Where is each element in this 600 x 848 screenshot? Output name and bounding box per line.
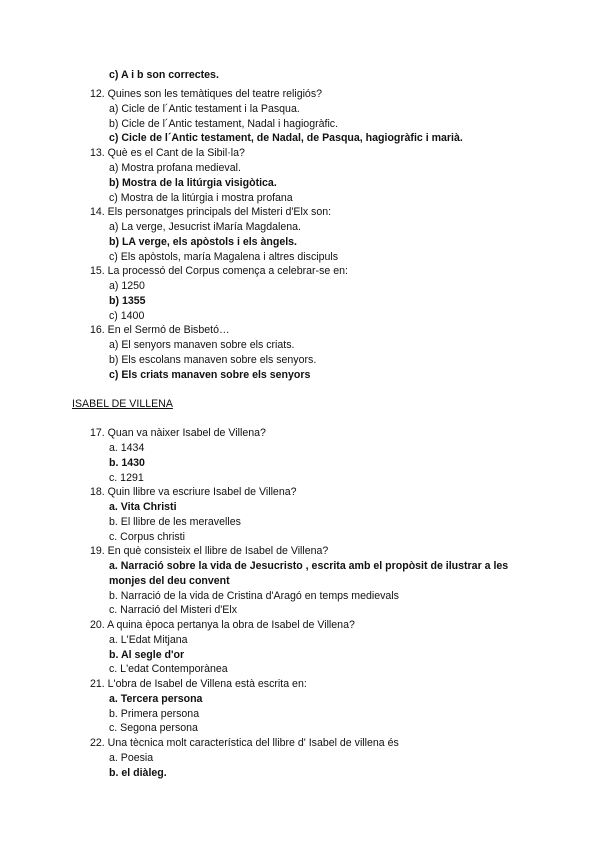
option-17b: b. 1430: [109, 457, 145, 469]
option-12b: b) Cicle de l´Antic testament, Nadal i hagiogràfic.: [109, 118, 339, 130]
question-19: 19. En què consisteix el llibre de Isabel de Villena?: [90, 545, 329, 557]
question-16: 16. En el Sermó de Bisbetó…: [90, 324, 230, 336]
option-18b: b. El llibre de les meravelles: [109, 516, 241, 528]
question-21: 21. L'obra de Isabel de Villena està escrita en:: [90, 678, 307, 690]
option-18c: c. Corpus christi: [109, 531, 185, 543]
option-17a: a. 1434: [109, 442, 145, 454]
option-18a: a. Vita Christi: [109, 501, 177, 513]
option-20c: c. L'edat Contemporànea: [109, 663, 228, 675]
option-12a: a) Cicle de l´Antic testament i la Pasqua.: [109, 103, 300, 115]
option-14a: a) La verge, Jesucrist iMaría Magdalena.: [109, 221, 301, 233]
option-16c: c) Els criats manaven sobre els senyors: [109, 369, 311, 381]
option-13a: a) Mostra profana medieval.: [109, 162, 241, 174]
option-13c: c) Mostra de la litúrgia i mostra profana: [109, 192, 293, 204]
question-13: 13. Què es el Cant de la Sibil·la?: [90, 147, 245, 159]
option-16a: a) El senyors manaven sobre els criats.: [109, 339, 295, 351]
option-21a: a. Tercera persona: [109, 693, 203, 705]
option-16b: b) Els escolans manaven sobre els senyors.: [109, 354, 317, 366]
option-17c: c. 1291: [109, 472, 144, 484]
answer-11c: c) A i b son correctes.: [109, 69, 219, 81]
option-14c: c) Els apòstols, maría Magalena i altres discipuls: [109, 251, 339, 263]
option-20b: b. Al segle d'or: [109, 649, 185, 661]
option-19a-continued: monjes del deu convent: [109, 575, 230, 587]
question-17: 17. Quan va nàixer Isabel de Villena?: [90, 427, 266, 439]
option-21c: c. Segona persona: [109, 722, 198, 734]
option-15c: c) 1400: [109, 310, 145, 322]
option-19b: b. Narració de la vida de Cristina d'Aragó en temps medievals: [109, 590, 399, 602]
option-22a: a. Poesia: [109, 752, 154, 764]
option-12c: c) Cicle de l´Antic testament, de Nadal, de Pasqua, hagiogràfic i marià.: [109, 132, 463, 144]
option-22b: b. el diàleg.: [109, 767, 167, 779]
question-12: 12. Quines son les temàtiques del teatre religiós?: [90, 88, 323, 100]
option-15a: a) 1250: [109, 280, 145, 292]
option-20a: a. L'Edat Mitjana: [109, 634, 188, 646]
question-15: 15. La processó del Corpus comença a celebrar-se en:: [90, 265, 348, 277]
option-13b: b) Mostra de la litúrgia visigòtica.: [109, 177, 277, 189]
question-20: 20. A quina època pertanya la obra de Isabel de Villena?: [90, 619, 355, 631]
option-19c: c. Narració del Misteri d'Elx: [109, 604, 238, 616]
option-21b: b. Primera persona: [109, 708, 200, 720]
section-heading: ISABEL DE VILLENA: [72, 398, 173, 410]
question-22: 22. Una tècnica molt característica del llibre d' Isabel de villena és: [90, 737, 399, 749]
option-15b: b) 1355: [109, 295, 146, 307]
question-14: 14. Els personatges principals del Misteri d'Elx son:: [90, 206, 332, 218]
option-19a: a. Narració sobre la vida de Jesucristo , escrita amb el propòsit de ilustrar a les: [109, 560, 509, 572]
option-14b: b) LA verge, els apòstols i els àngels.: [109, 236, 298, 248]
question-18: 18. Quin llibre va escriure Isabel de Villena?: [90, 486, 297, 498]
